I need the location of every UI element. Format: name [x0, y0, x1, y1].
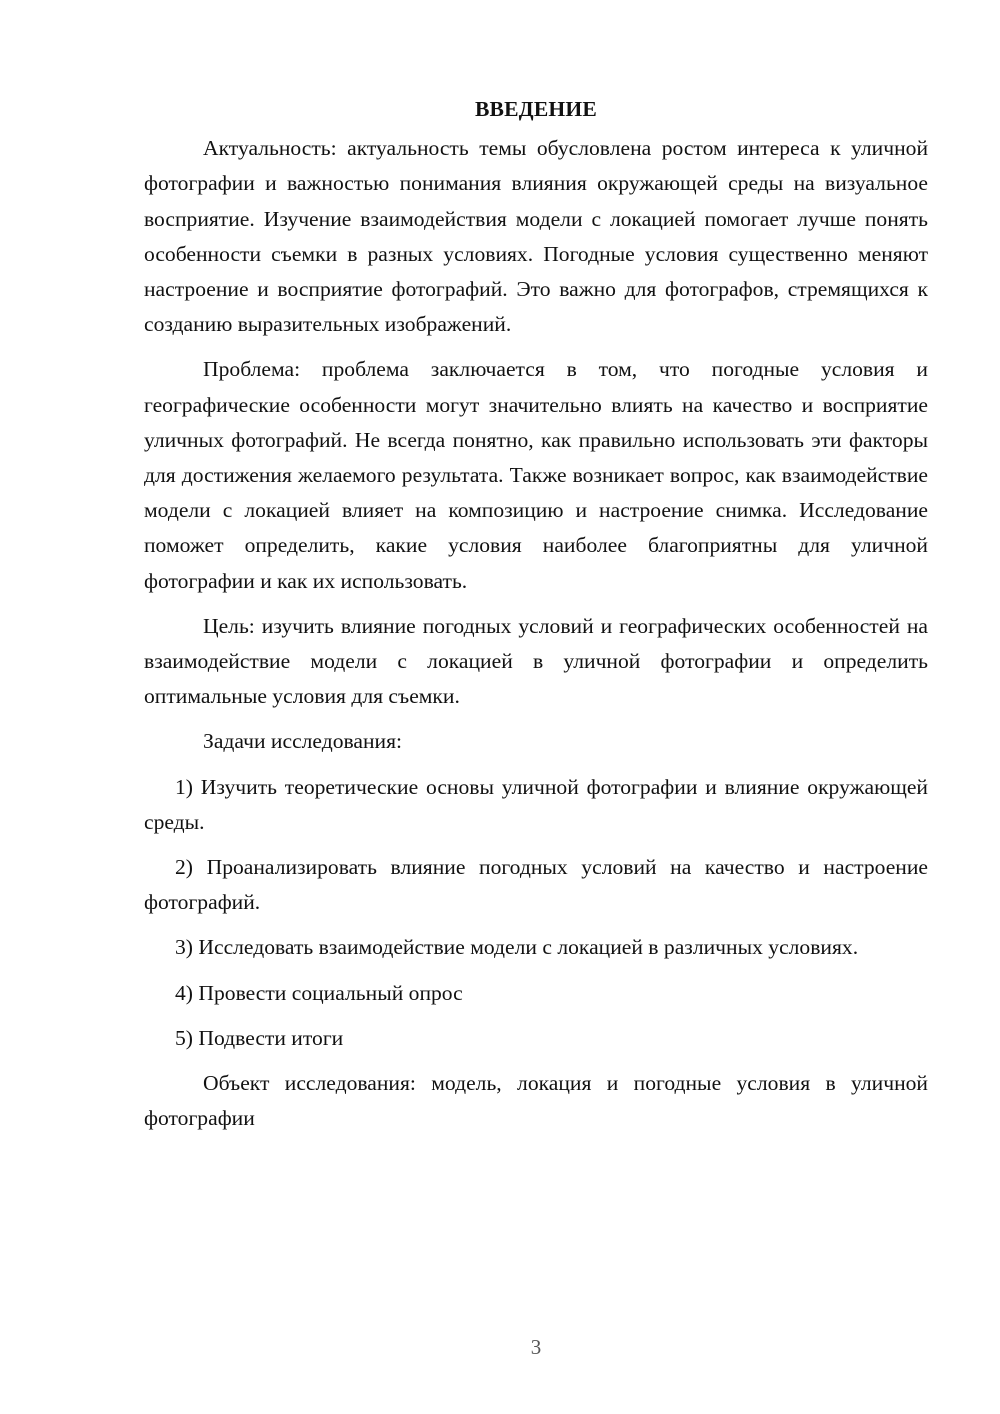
- task-item-4: 4) Провести социальный опрос: [175, 980, 463, 1005]
- page-number: 3: [530, 1335, 542, 1359]
- paragraph-object: Объект исследования: модель, локация и погодные условия в уличной фотографии: [144, 1071, 928, 1131]
- paragraph-relevance: Актуальность: актуальность темы обусловлена ростом интереса к уличной фотографии и важностью понимания влияния окружающей среды на визуальное восприятие. Изучение взаимодействия модели с локацией помогает лучше понять особенности съемки в разных условиях. Погодные условия существенно меняют настроение и восприятие фотографий. Это важно для фотографов, стремящихся к созданию выразительных изображений.: [144, 136, 928, 337]
- paragraph-problem: Проблема: проблема заключается в том, что погодные условия и географические особенности могут значительно влиять на качество и восприятие уличных фотографий. Не всегда понятно, как правильно использовать эти факторы для достижения желаемого результата. Также возникает вопрос, как взаимодействие модели с локацией влияет на композицию и настроение снимка. Исследование поможет определить, какие условия наиболее благоприятны для уличной фотографии и как их использовать.: [144, 357, 928, 593]
- task-item-5: 5) Подвести итоги: [175, 1025, 344, 1050]
- task-item-2: 2) Проанализировать влияние погодных условий на качество и настроение фотографий.: [144, 855, 928, 915]
- task-item-1: 1) Изучить теоретические основы уличной фотографии и влияние окружающей среды.: [144, 774, 928, 834]
- page-title: ВВЕДЕНИЕ: [474, 97, 598, 121]
- paragraph-goal: Цель: изучить влияние погодных условий и географических особенностей на взаимодействие модели с локацией в уличной фотографии и определить оптимальные условия для съемки.: [144, 613, 928, 709]
- document-page: [144, 92, 928, 1146]
- task-item-3: 3) Исследовать взаимодействие модели с локацией в различных условиях.: [175, 935, 859, 960]
- tasks-heading: Задачи исследования:: [203, 729, 403, 754]
